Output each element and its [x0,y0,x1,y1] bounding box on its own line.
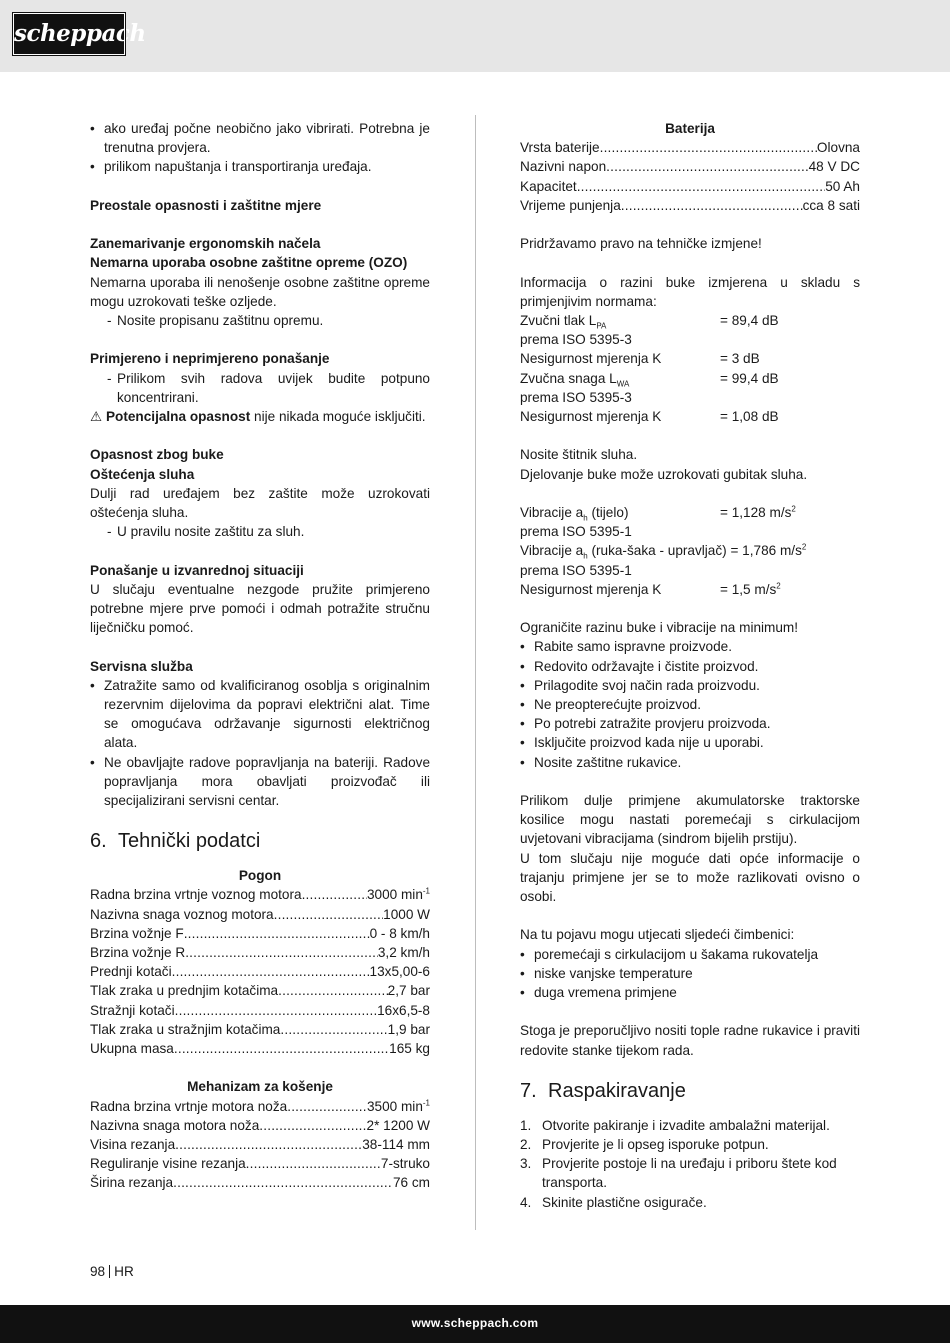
limit-text: Ograničite razinu buke i vibracije na minimum! [520,620,799,636]
factors-bullets [520,945,860,1003]
unpack-steps [520,1116,860,1212]
noise-table [520,311,860,426]
emergency-heading: Ponašanje u izvanrednoj situaciji [90,562,304,578]
case-text: U tom slučaju nije moguće dati opće informacije o trajanju primjene jer se to može razlikovati ovisno o osobi. [520,850,860,905]
list-item: • Po potrebi zatražite provjeru proizvoda. [520,714,860,733]
drive-heading: Pogon [238,868,282,884]
list-item: • Isključite proizvod kada nije u uporabi. [520,733,860,752]
noise-row: Nesigurnost mjerenja K = 3 dB [520,351,760,367]
spec-row: Širina rezanja ..... 76 cm [90,1173,430,1192]
factors-text: Na tu pojavu mogu utjecati sljedeći čimbenici: [520,927,795,943]
hearing-text: Dulji rad uređajem bez zaštite može uzrokovati oštećenja sluha. [90,485,430,520]
section-6-title: 6. Tehnički podatci [90,830,261,853]
right-column [520,119,860,1212]
vibration-row: Vibracije $a_h$ (tijelo) = 1,128 $m/s^2$ [520,504,796,523]
ozo-text: Nemarna uporaba ili nenošenje osobne zaštitne opreme mogu uzrokovati teške ozljede. [90,274,430,309]
noise-row: Nesigurnost mjerenja K = 1,08 dB [520,409,779,425]
spec-row: Nazivna snaga motora noža ..... 2* 1200 W [90,1116,430,1135]
mower-heading: Mehanizam za košenje [187,1079,333,1095]
spec-row: Vrsta baterije ..... Olovna [520,138,860,157]
section-7-title: 7. Raspakiravanje [520,1079,686,1102]
spec-row: Radna brzina vrtnje motora noža ..... 3500 $\min^{-1}$ [90,1097,430,1116]
limit-bullets [520,637,860,771]
spec-row: Nazivni napon ..... 48 V DC [520,157,860,176]
spec-row: Visina rezanja ..... 38-114 mm [90,1135,430,1154]
noise-heading: Opasnost zbog buke [90,447,224,463]
noise-row: Zvučni tlak $L_{PA}$ = 89,4 dB [520,313,779,331]
list-item: • duga vremena primjene [520,983,860,1002]
list-item: • prilikom napuštanja i transportiranja uređaja. [90,157,430,176]
spec-row: Nazivna snaga voznog motora ..... 1000 W [90,905,430,924]
column-divider [475,115,476,1230]
residual-heading: Preostale opasnosti i zaštitne mjere [90,197,322,213]
spec-row: Reguliranje visine rezanja ..... 7-struko [90,1154,430,1173]
spec-row: Stražnji kotači ..... 16x6,5-8 [90,1001,430,1020]
list-item: • Prilagodite svoj način rada proizvodu. [520,676,860,695]
noise-row: prema ISO 5395-3 [520,332,632,348]
spec-row: Brzina vožnje F ..... 0 - 8 km/h [90,924,430,943]
noise-row: Zvučna snaga $L_{WA}$ = 99,4 dB [520,370,779,389]
warning-text: ⚠ Potencijalna opasnost nije nikada moguće isključiti. [90,409,426,424]
hearing-line-1: Nosite štitnik sluha. [520,447,638,463]
spec-row: Vrijeme punjenja ..... cca 8 sati [520,196,860,215]
list-item: • Ne obavljajte radove popravljanja na bateriji. Radove popravljanja mora obavljati proizvođač ili specijalizirani servisni centar. [90,753,430,811]
spec-row: Tlak zraka u stražnjim kotačima ..... 1,9 bar [90,1020,430,1039]
hearing-heading: Oštećenja sluha [90,466,195,482]
emergency-text: U slučaju eventualne nezgode pružite primjereno potrebne mjere prve pomoći i odmah potražite stručnu liječničku pomoć. [90,581,430,636]
noise-info: Informacija o razini buke izmjerena u skladu s primjenjivim normama: [520,274,860,309]
list-item: 3. Provjerite postoje li na uređaju i priboru štete kod transporta. [520,1156,837,1191]
footer-url-link[interactable]: www.scheppach.com [411,1316,539,1330]
footer-bar [0,1305,950,1343]
list-item: 1. Otvorite pakiranje i izvadite ambalažni materijal. [520,1117,830,1133]
list-item: • Ne preopterećujte proizvod. [520,695,860,714]
hearing-line-2: Djelovanje buke može uzrokovati gubitak sluha. [520,466,808,482]
battery-spec-table [520,138,860,215]
list-item: 4. Skinite plastične osigurače. [520,1194,707,1210]
ergo-heading: Zanemarivanje ergonomskih načela [90,236,321,252]
spec-row: Kapacitet ..... 50 Ah [520,177,860,196]
spec-row: Radna brzina vrtnje voznog motora ..... 3000 $\min^{-1}$ [90,885,430,904]
header-bar [0,0,950,72]
hearing-dash-item: - U pravilu nosite zaštitu za sluh. [107,524,305,540]
vibration-uncertainty-row: Nesigurnost mjerenja K = 1,5 $m/s^2$ [520,581,781,597]
intro-bullets [90,119,430,177]
list-item: • Rabite samo ispravne proizvode. [520,637,860,656]
left-column [90,119,430,1193]
page-number: 98 HR [90,1264,134,1279]
list-item: • ako uređaj počne neobično jako vibrirati. Potrebna je trenutna provjera. [90,119,430,157]
list-item: • Redovito održavajte i čistite proizvod. [520,657,860,676]
battery-heading: Baterija [665,121,715,136]
spec-row: Brzina vožnje R ..... 3,2 km/h [90,943,430,962]
spec-row: Prednji kotači ..... 13x5,00-6 [90,962,430,981]
behavior-dash-item: - Prilikom svih radova uvijek budite potpuno koncentrirani. [107,370,430,405]
list-item: • Zatražite samo od kvalificiranog osoblja s originalnim rezervnim dijelovima da popravi električni alat. Time se omogućava održavanje sigurnosti električnog alata. [90,676,430,753]
long-use-text: Prilikom dulje primjene akumulatorske traktorske kosilice mogu nastati poremećaji s cirkulacijom uvjetovani vibracijama (sindrom bijelih prstiju). [520,793,860,847]
spec-row: Tlak zraka u prednjim kotačima ..... 2,7 bar [90,981,430,1000]
warning-triangle-icon: ⚠ [90,409,103,424]
spec-row: Ukupna masa ..... 165 kg [90,1039,430,1058]
drive-spec-table [90,885,430,1058]
service-heading: Servisna služba [90,658,193,674]
list-item: 2. Provjerite je li opseg isporuke potpun. [520,1137,769,1153]
vibration-norm: prema ISO 5395-1 [520,524,632,540]
vibration-norm: prema ISO 5395-1 [520,562,632,578]
list-item: • poremećaji s cirkulacijom u šakama rukovatelja [520,945,860,964]
ozo-dash-item: - Nosite propisanu zaštitnu opremu. [107,313,324,328]
reserve-text: Pridržavamo pravo na tehničke izmjene! [520,236,762,252]
service-bullets [90,676,430,810]
scheppach-logo[interactable]: scheppach [13,13,125,55]
list-item: • niske vanjske temperature [520,964,860,983]
vibration-row: Vibracije $a_h$ (ruka-šaka - upravljač) = 1,786 $m/s^2$ [520,542,807,562]
noise-row: prema ISO 5395-3 [520,389,632,405]
ozo-heading: Nemarna uporaba osobne zaštitne opreme (OZO) [90,255,408,271]
mower-spec-table [90,1097,430,1193]
behavior-heading: Primjereno i neprimjereno ponašanje [90,351,330,367]
list-item: • Nosite zaštitne rukavice. [520,753,860,772]
gloves-text: Stoga je preporučljivo nositi tople radne rukavice i praviti redovite stanke tijekom rada. [520,1023,860,1058]
